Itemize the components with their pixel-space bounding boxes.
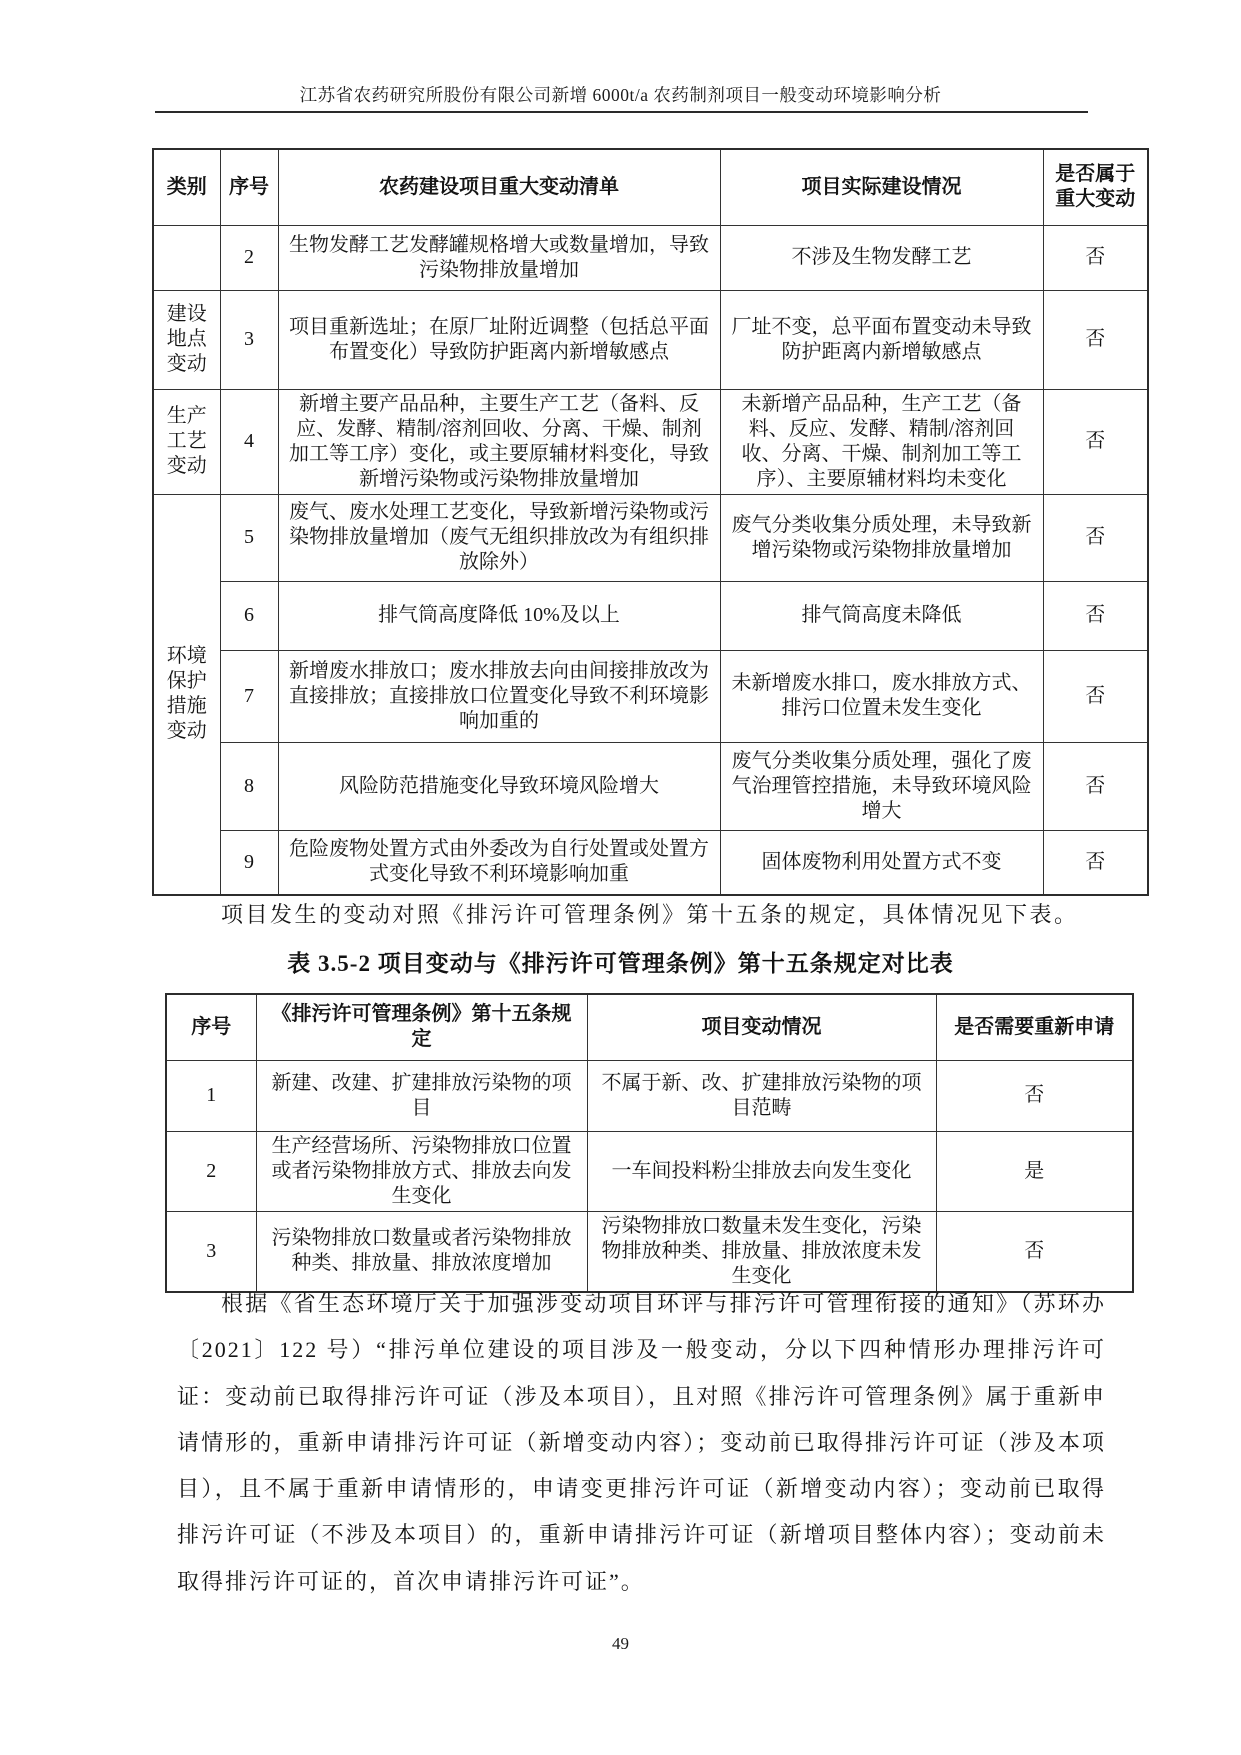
cell-major: 否 (1043, 225, 1148, 290)
table-row (153, 389, 1148, 494)
cell-need: 否 (936, 1211, 1133, 1292)
cell-no: 1 (166, 1060, 256, 1131)
cell-category: 生产工艺变动 (153, 389, 220, 494)
cell-no: 3 (166, 1211, 256, 1292)
table1-header-row (153, 149, 1148, 225)
page-number: 49 (612, 1634, 629, 1653)
cell-major: 否 (1043, 581, 1148, 650)
cell-situation: 污染物排放口数量未发生变化，污染物排放种类、排放量、排放浓度未发生变化 (587, 1211, 936, 1292)
cell-major: 否 (1043, 290, 1148, 389)
cell-no: 6 (220, 581, 278, 650)
major-change-comparison-table (152, 148, 1149, 896)
cell-actual: 排气筒高度未降低 (720, 581, 1043, 650)
cell-major: 否 (1043, 830, 1148, 895)
cell-major: 否 (1043, 389, 1148, 494)
cell-need: 否 (936, 1060, 1133, 1131)
cell-no: 5 (220, 494, 278, 581)
cell-situation: 一车间投料粉尘排放去向发生变化 (587, 1131, 936, 1211)
cell-actual: 厂址不变，总平面布置变动未导致防护距离内新增敏感点 (720, 290, 1043, 389)
table-row (153, 225, 1148, 290)
cell-rule: 污染物排放口数量或者污染物排放种类、排放量、排放浓度增加 (256, 1211, 587, 1292)
cell-rule: 新建、改建、扩建排放污染物的项目 (256, 1060, 587, 1131)
cell-change: 新增废水排放口；废水排放去向由间接排放改为直接排放；直接排放口位置变化导致不利环境影响加重的 (278, 650, 720, 742)
table-row (153, 290, 1148, 389)
cell-no: 8 (220, 742, 278, 830)
cell-change: 风险防范措施变化导致环境风险增大 (278, 742, 720, 830)
cell-change: 生物发酵工艺发酵罐规格增大或数量增加，导致污染物排放量增加 (278, 225, 720, 290)
table-row (166, 1131, 1133, 1211)
cell-major: 否 (1043, 650, 1148, 742)
cell-change: 排气筒高度降低 10%及以上 (278, 581, 720, 650)
cell-category (153, 225, 220, 290)
table1-header-category: 类别 (153, 149, 220, 225)
table1-header-change-list: 农药建设项目重大变动清单 (278, 149, 720, 225)
cell-actual: 废气分类收集分质处理，未导致新增污染物或污染物排放量增加 (720, 494, 1043, 581)
cell-major: 否 (1043, 742, 1148, 830)
table-row (153, 742, 1148, 830)
closing-paragraph: 根据《省生态环境厅关于加强涉变动项目环评与排污许可管理衔接的通知》（苏环办〔2021〕122 号）“排污单位建设的项目涉及一般变动，分以下四种情形办理排污许可证：变动前已取得排污许可证（涉及本项目），且对照《排污许可管理条例》属于重新申请情形的，重新申请排污许可证（新增变动内容）；变动前已取得排污许可证（涉及本项目），且不属于重新申请情形的，申请变更排污许可证（新增变动内容）；变动前已取得排污许可证（不涉及本项目）的，重新申请排污许可证（新增项目整体内容）；变动前未取得排污许可证的，首次申请排污许可证”。 (177, 1291, 1106, 1594)
table-row (153, 650, 1148, 742)
cell-category: 环境保护措施变动 (153, 494, 220, 895)
table2-header-need: 是否需要重新申请 (936, 994, 1133, 1060)
cell-change: 废气、废水处理工艺变化，导致新增污染物或污染物排放量增加（废气无组织排放改为有组织排放除外） (278, 494, 720, 581)
table2-header-situation: 项目变动情况 (587, 994, 936, 1060)
table-row (153, 494, 1148, 581)
cell-no: 2 (220, 225, 278, 290)
cell-change: 新增主要产品品种，主要生产工艺（备料、反应、发酵、精制/溶剂回收、分离、干燥、制剂加工等工序）变化，或主要原辅材料变化，导致新增污染物或污染物排放量增加 (278, 389, 720, 494)
cell-actual: 废气分类收集分质处理，强化了废气治理管控措施，未导致环境风险增大 (720, 742, 1043, 830)
document-header-title: 江苏省农药研究所股份有限公司新增 6000t/a 农药制剂项目一般变动环境影响分析 (299, 85, 942, 105)
cell-actual: 未新增废水排口，废水排放方式、排污口位置未发生变化 (720, 650, 1043, 742)
table1-header-no: 序号 (220, 149, 278, 225)
cell-actual: 未新增产品品种，生产工艺（备料、反应、发酵、精制/溶剂回收、分离、干燥、制剂加工等工序）、主要原辅材料均未变化 (720, 389, 1043, 494)
cell-actual: 不涉及生物发酵工艺 (720, 225, 1043, 290)
table2-header-no: 序号 (166, 994, 256, 1060)
table2-header-row (166, 994, 1133, 1060)
table2-title: 表 3.5-2 项目变动与《排污许可管理条例》第十五条规定对比表 (287, 951, 954, 976)
table-row (166, 1211, 1133, 1292)
cell-no: 3 (220, 290, 278, 389)
cell-no: 2 (166, 1131, 256, 1211)
cell-need: 是 (936, 1131, 1133, 1211)
table-row (153, 830, 1148, 895)
cell-category: 建设地点变动 (153, 290, 220, 389)
cell-rule: 生产经营场所、污染物排放口位置或者污染物排放方式、排放去向发生变化 (256, 1131, 587, 1211)
cell-change: 项目重新选址；在原厂址附近调整（包括总平面布置变化）导致防护距离内新增敏感点 (278, 290, 720, 389)
cell-change: 危险废物处置方式由外委改为自行处置或处置方式变化导致不利环境影响加重 (278, 830, 720, 895)
header-divider (155, 111, 1088, 113)
table1-header-actual: 项目实际建设情况 (720, 149, 1043, 225)
permit-regulation-comparison-table (165, 993, 1134, 1293)
cell-actual: 固体废物利用处置方式不变 (720, 830, 1043, 895)
cell-no: 7 (220, 650, 278, 742)
cell-no: 4 (220, 389, 278, 494)
table-row (153, 581, 1148, 650)
cell-no: 9 (220, 830, 278, 895)
intro-note: 项目发生的变动对照《排污许可管理条例》第十五条的规定，具体情况见下表。 (221, 902, 1079, 927)
cell-situation: 不属于新、改、扩建排放污染物的项目范畴 (587, 1060, 936, 1131)
cell-major: 否 (1043, 494, 1148, 581)
table2-header-rule: 《排污许可管理条例》第十五条规定 (256, 994, 587, 1060)
table1-header-major: 是否属于重大变动 (1043, 149, 1148, 225)
table-row (166, 1060, 1133, 1131)
